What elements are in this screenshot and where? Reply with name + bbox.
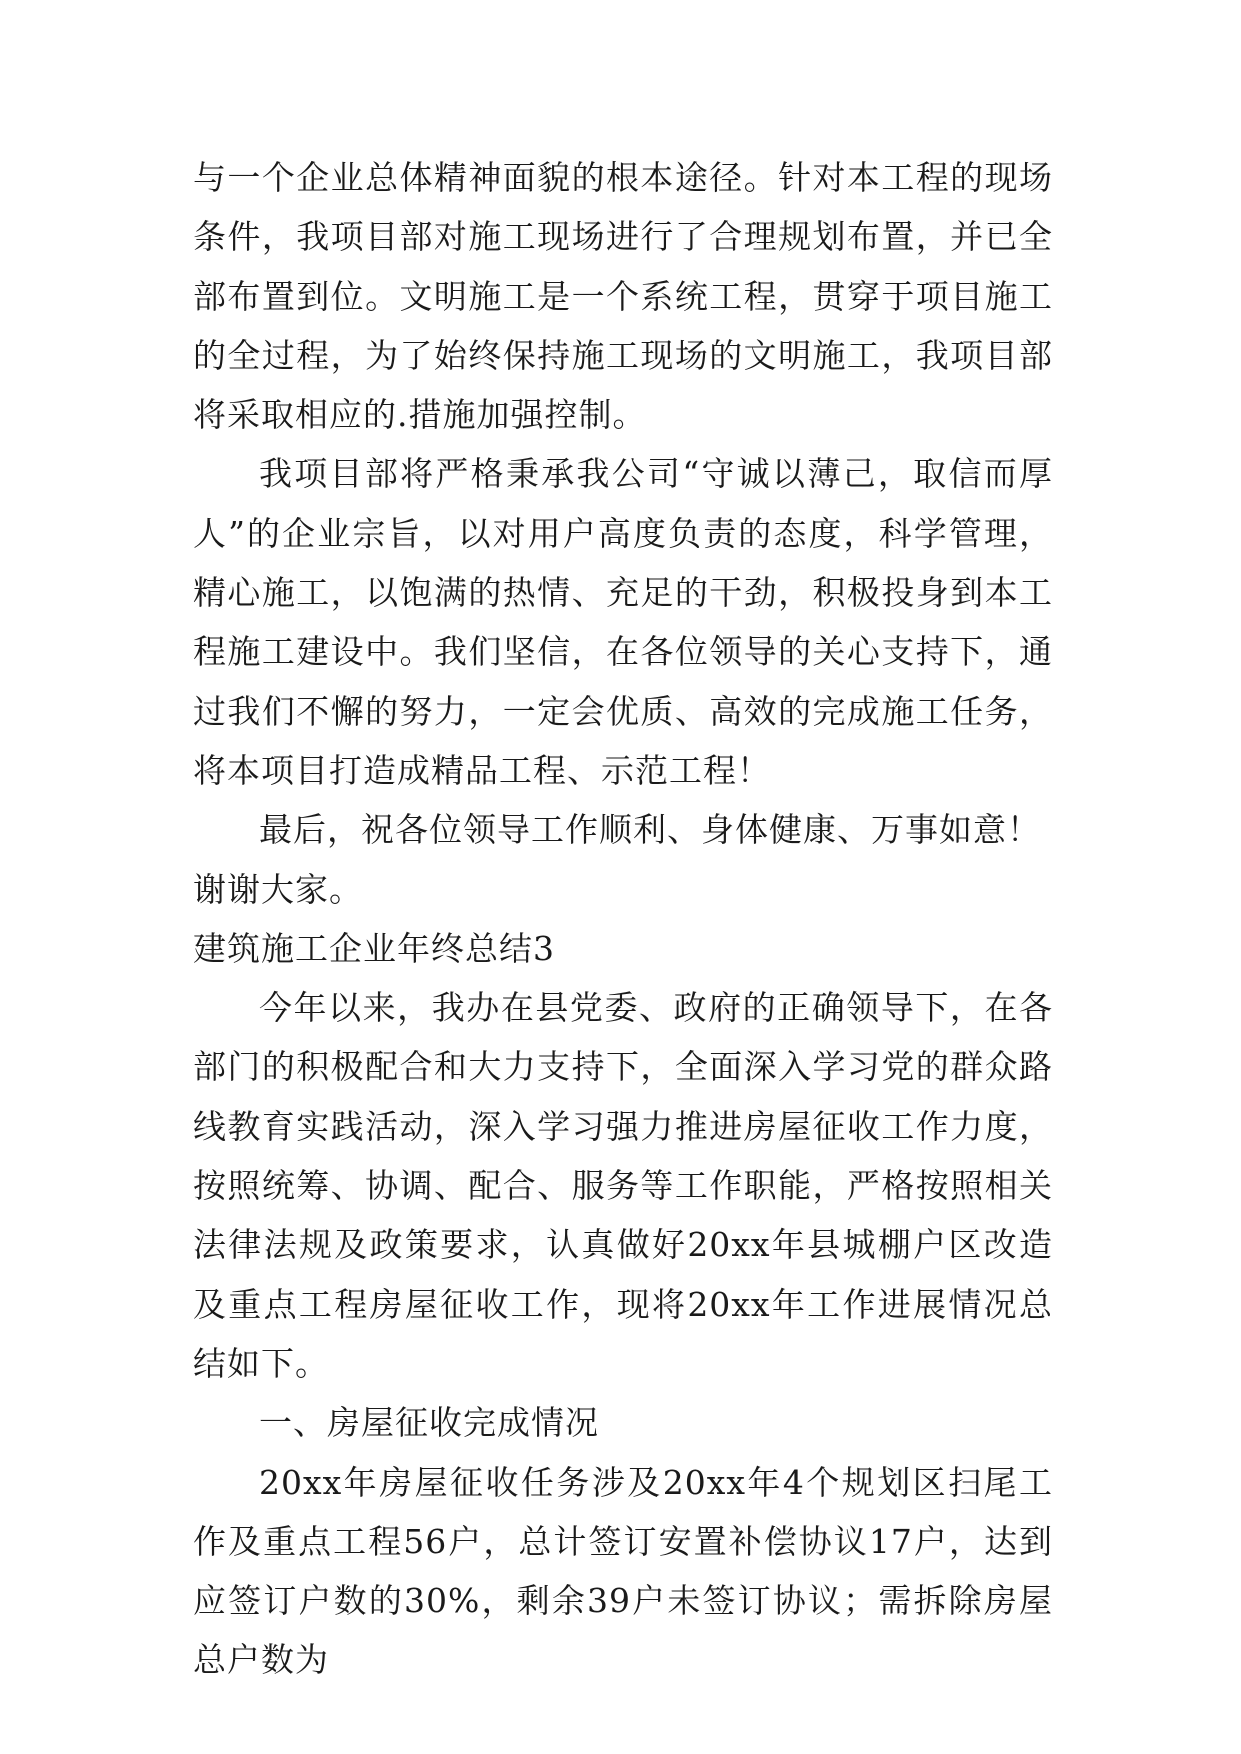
paragraph: 最后，祝各位领导工作顺利、身体健康、万事如意！ [259,810,1041,850]
section-heading: 建筑施工企业年终总结3 [193,928,555,968]
subsection-heading: 一、房屋征收完成情况 [259,1403,599,1443]
paragraph: 与一个企业总体精神面貌的根本途径。针对本工程的现场条件，我项目部对施工现场进行了合理规划布置，并已全部布置到位。文明施工是一个系统工程，贯穿于项目施工的全过程，为了始终保持施工现场的文明施工，我项目部将采取相应的.措施加强控制。 [193,158,1053,435]
paragraph: 今年以来，我办在县党委、政府的正确领导下，在各部门的积极配合和大力支持下，全面深入学习党的群众路线教育实践活动，深入学习强力推进房屋征收工作力度，按照统筹、协调、配合、服务等工作职能，严格按照相关法律法规及政策要求，认真做好20xx年县城棚户区改造及重点工程房屋征收工作，现将20xx年工作进展情况总结如下。 [193,988,1053,1383]
paragraph: 我项目部将严格秉承我公司“守诚以薄己，取信而厚人”的企业宗旨，以对用户高度负责的态度，科学管理，精心施工，以饱满的热情、充足的干劲，积极投身到本工程施工建设中。我们坚信，在各位领导的关心支持下，通过我们不懈的努力，一定会优质、高效的完成施工任务，将本项目打造成精品工程、示范工程！ [193,454,1053,790]
paragraph: 20xx年房屋征收任务涉及20xx年4个规划区扫尾工作及重点工程56户，总计签订安置补偿协议17户，达到应签订户数的30%，剩余39户未签订协议；需拆除房屋总户数为 [193,1462,1053,1680]
paragraph: 谢谢大家。 [193,869,363,909]
document-body [193,148,1053,1690]
